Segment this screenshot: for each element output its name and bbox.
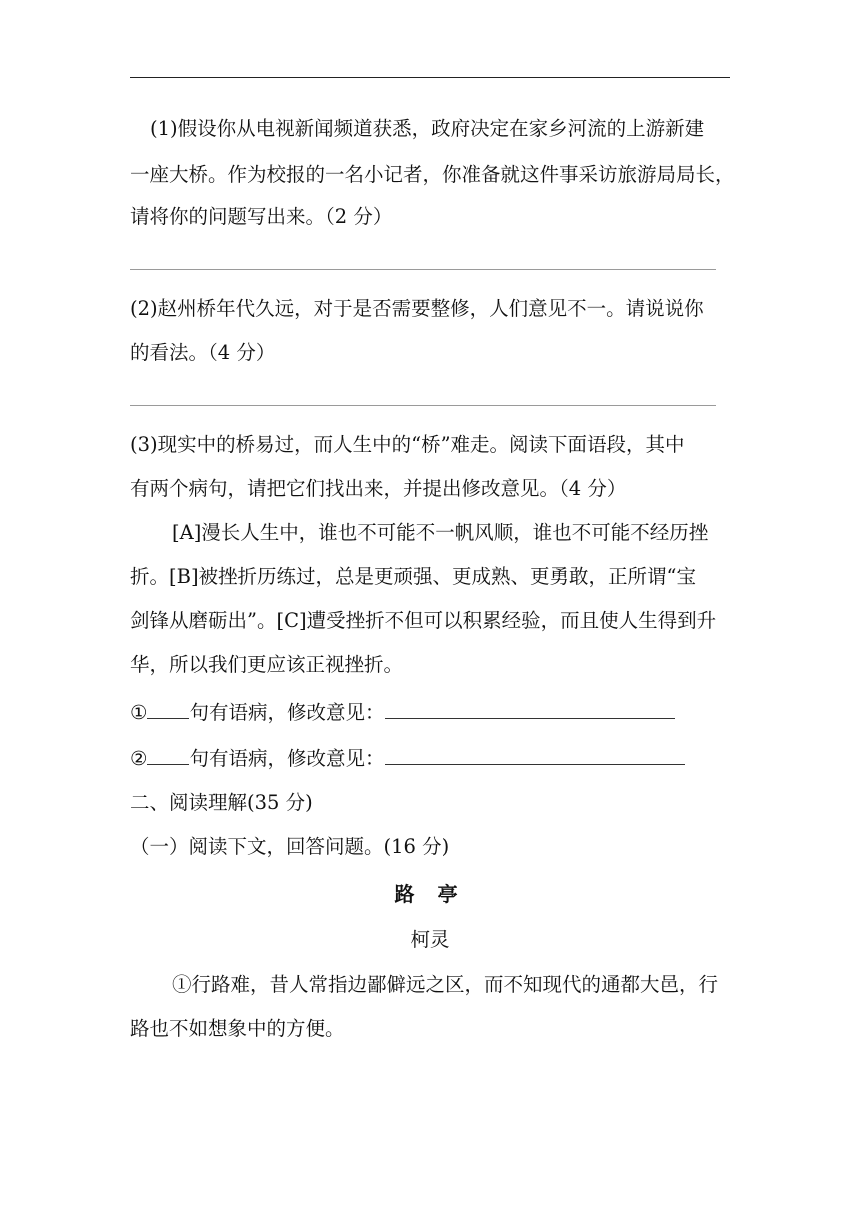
article-para1-line-2: 路也不如想象中的方便。 [130,1017,345,1040]
answer-1-number: ① [130,701,148,724]
q3-passage-line-2: 折。[B]被挫折历练过，总是更顽强、更成熟、更勇敢，正所谓“宝 [130,565,697,588]
article-title: 路 亭 [394,882,466,906]
section-sub-heading: （一）阅读下文，回答问题。(16 分) [130,835,450,858]
q3-passage-line-3: 剑锋从磨砺出”。[C]遭受挫折不但可以积累经验，而且使人生得到升 [130,609,717,632]
q2-line-2: 的看法。（4 分） [130,341,276,364]
q2-answer-line[interactable] [130,405,716,406]
answer-1-revision-blank[interactable] [385,700,675,719]
answer-1-sentence-blank[interactable] [147,700,189,719]
q3-passage-line-1: [A]漫长人生中，谁也不可能不一帆风顺，谁也不可能不经历挫 [172,521,709,544]
q1-line-1: (1)假设你从电视新闻频道获悉，政府决定在家乡河流的上游新建 [150,117,705,140]
article-para1-line-1: ①行路难，昔人常指边鄙僻远之区，而不知现代的通都大邑，行 [172,973,719,996]
q3-answer-1 [130,700,730,725]
answer-2-number: ② [130,747,148,770]
q3-passage-line-4: 华，所以我们更应该正视挫折。 [130,653,404,676]
answer-2-revision-blank[interactable] [385,746,685,765]
q3-line-2: 有两个病句，请把它们找出来，并提出修改意见。（4 分） [130,477,627,500]
q1-line-3: 请将你的问题写出来。（2 分） [130,205,393,228]
section-heading: 二、阅读理解(35 分) [130,791,313,814]
answer-1-label: 句有语病，修改意见： [189,701,385,724]
answer-2-label: 句有语病，修改意见： [189,747,385,770]
q1-line-2: 一座大桥。作为校报的一名小记者，你准备就这件事采访旅游局局长， [130,163,735,186]
q2-line-1: (2)赵州桥年代久远，对于是否需要整修，人们意见不一。请说说你 [130,297,704,320]
article-author: 柯灵 [410,928,450,951]
q3-answer-2 [130,746,730,771]
q1-answer-line[interactable] [130,269,716,270]
top-rule [130,77,730,78]
q3-line-1: (3)现实中的桥易过，而人生中的“桥”难走。阅读下面语段，其中 [130,433,685,456]
answer-2-sentence-blank[interactable] [147,746,189,765]
